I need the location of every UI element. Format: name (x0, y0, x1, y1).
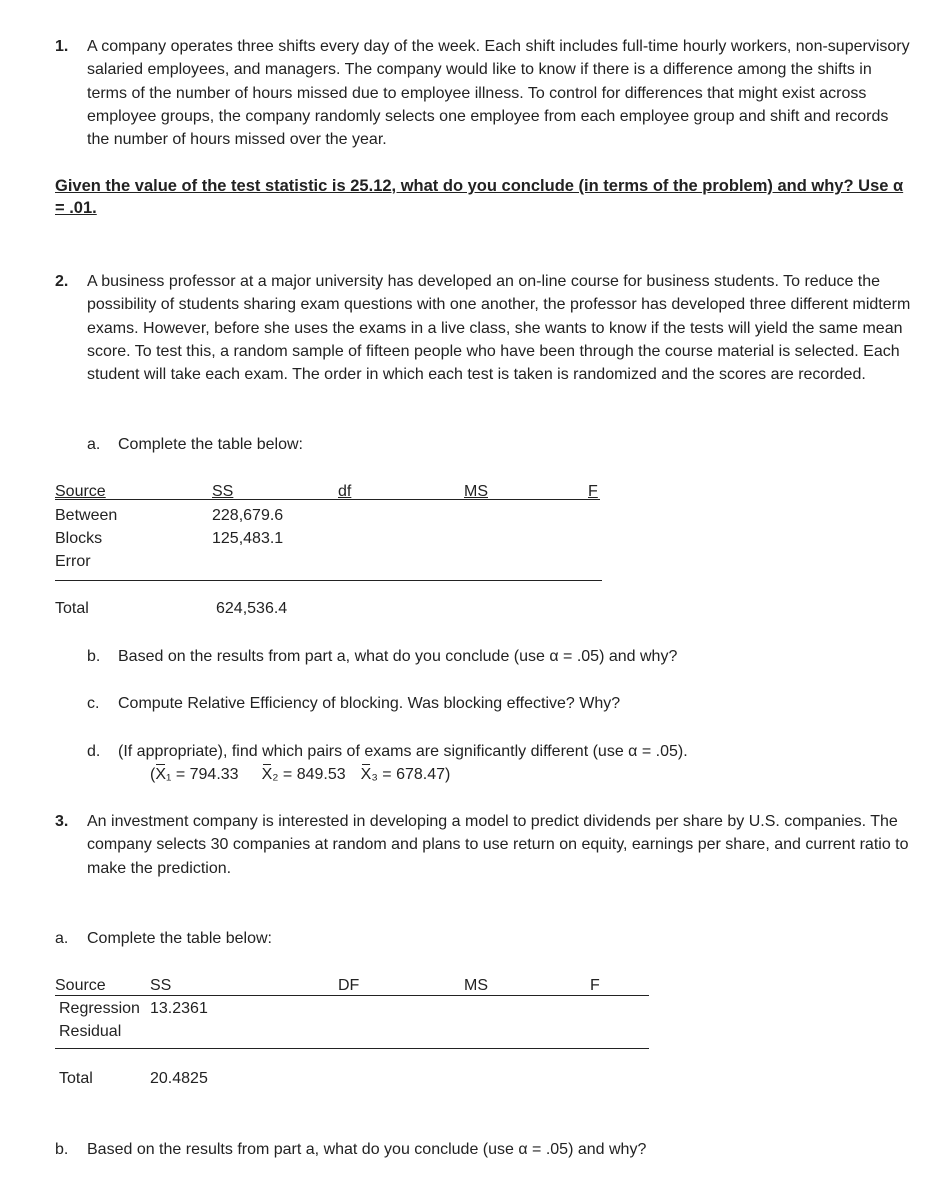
table1-total-source: Total (55, 600, 89, 617)
table2-row-ss: 13.2361 (150, 1000, 208, 1017)
table1-row-ss: 125,483.1 (212, 530, 284, 547)
question-1-text: A company operates three shifts every day of the week. Each shift includes full-time hourly workers, non-supervisory salaried employees, and managers. The company would like to know if there is a difference among the shifts in terms of the number of hours missed due to employee illness. To control for differences that might exist across employee groups, the company randomly selects one employee from each employee group and shift and records the number of hours missed over the year. (87, 38, 910, 149)
q2-part-a-letter: a. (87, 436, 101, 453)
xbar-2-letter: X (262, 763, 273, 786)
table1-row-source: Between (55, 507, 118, 524)
table1-header-rule (55, 499, 600, 500)
question-1-number: 1. (55, 38, 69, 55)
question-3-text: An investment company is interested in developing a model to predict dividends per share by U.S. companies. The company selects 30 companies at random and plans to use return on equity, earnings per share, and current ratio to make the prediction. (87, 813, 909, 877)
q3-part-a-text: Complete the table below: (87, 930, 272, 947)
q3-part-b-text: Based on the results from part a, what do you conclude (use α = .05) and why? (87, 1141, 647, 1158)
table2-header-source: Source (55, 977, 106, 994)
table1-row-source: Error (55, 553, 91, 570)
table1-header-ss: SS (212, 483, 234, 500)
table1-header-ms: MS (464, 483, 488, 500)
question-3-number: 3. (55, 813, 69, 830)
table2-row-source: Regression (59, 1000, 140, 1017)
xbar-2-value: ₂ = 849.53 (272, 766, 346, 783)
q2-part-a-text: Complete the table below: (118, 436, 303, 453)
table1-total-ss: 624,536.4 (216, 600, 288, 617)
xbar-3-letter: X (361, 763, 372, 786)
table2-row-source: Residual (59, 1023, 122, 1040)
q2-part-b-text: Based on the results from part a, what do you conclude (use α = .05) and why? (118, 648, 678, 665)
table2-header-rule (55, 995, 649, 996)
table2-header-df: DF (338, 977, 360, 994)
q2-part-b-letter: b. (87, 648, 101, 665)
q2-part-c-letter: c. (87, 695, 100, 712)
question-1-prompt: Given the value of the test statistic is 25.12, what do you conclude (in terms of the problem) and why? Use α = .01. (55, 177, 904, 217)
table1-header-f: F (588, 483, 598, 500)
table2-header-ss: SS (150, 977, 172, 994)
q2-part-d-text: (If appropriate), find which pairs of exams are significantly different (use α = .05). (118, 743, 688, 760)
table1-total-rule (55, 580, 602, 581)
question-2-number: 2. (55, 273, 69, 290)
q2-part-d-letter: d. (87, 743, 101, 760)
table2-header-f: F (590, 977, 600, 994)
xbar-1-letter: X (155, 763, 166, 786)
q3-part-a-letter: a. (55, 930, 69, 947)
table2-total-source: Total (59, 1070, 93, 1087)
xbar-1-value: ₁ = 794.33 (166, 766, 239, 783)
table1-row-ss: 228,679.6 (212, 507, 284, 524)
table2-header-ms: MS (464, 977, 488, 994)
table2-total-ss: 20.4825 (150, 1070, 208, 1087)
q2-part-c-text: Compute Relative Efficiency of blocking. Was blocking effective? Why? (118, 695, 621, 712)
q3-part-b-letter: b. (55, 1141, 69, 1158)
q2-part-d-means: (X₁ = 794.33 X₂ = 849.53 X₃ = 678.47) (150, 763, 450, 786)
question-2-text: A business professor at a major university has developed an on-line course for business students. To reduce the possibility of students sharing exam questions with one another, the professor has developed three different midterm exams. However, before she uses the exams in a live class, she wants to know if the tests will yield the same mean score. To test this, a random sample of fifteen people who have been through the course material is selected. Each student will take each exam. The order in which each test is taken is randomized and the scores are recorded. (87, 273, 911, 384)
table1-header-source: Source (55, 483, 106, 500)
table1-header-df: df (338, 483, 352, 500)
table2-total-rule (55, 1048, 649, 1049)
table1-row-source: Blocks (55, 530, 103, 547)
xbar-3-value: ₃ = 678.47) (371, 766, 451, 783)
